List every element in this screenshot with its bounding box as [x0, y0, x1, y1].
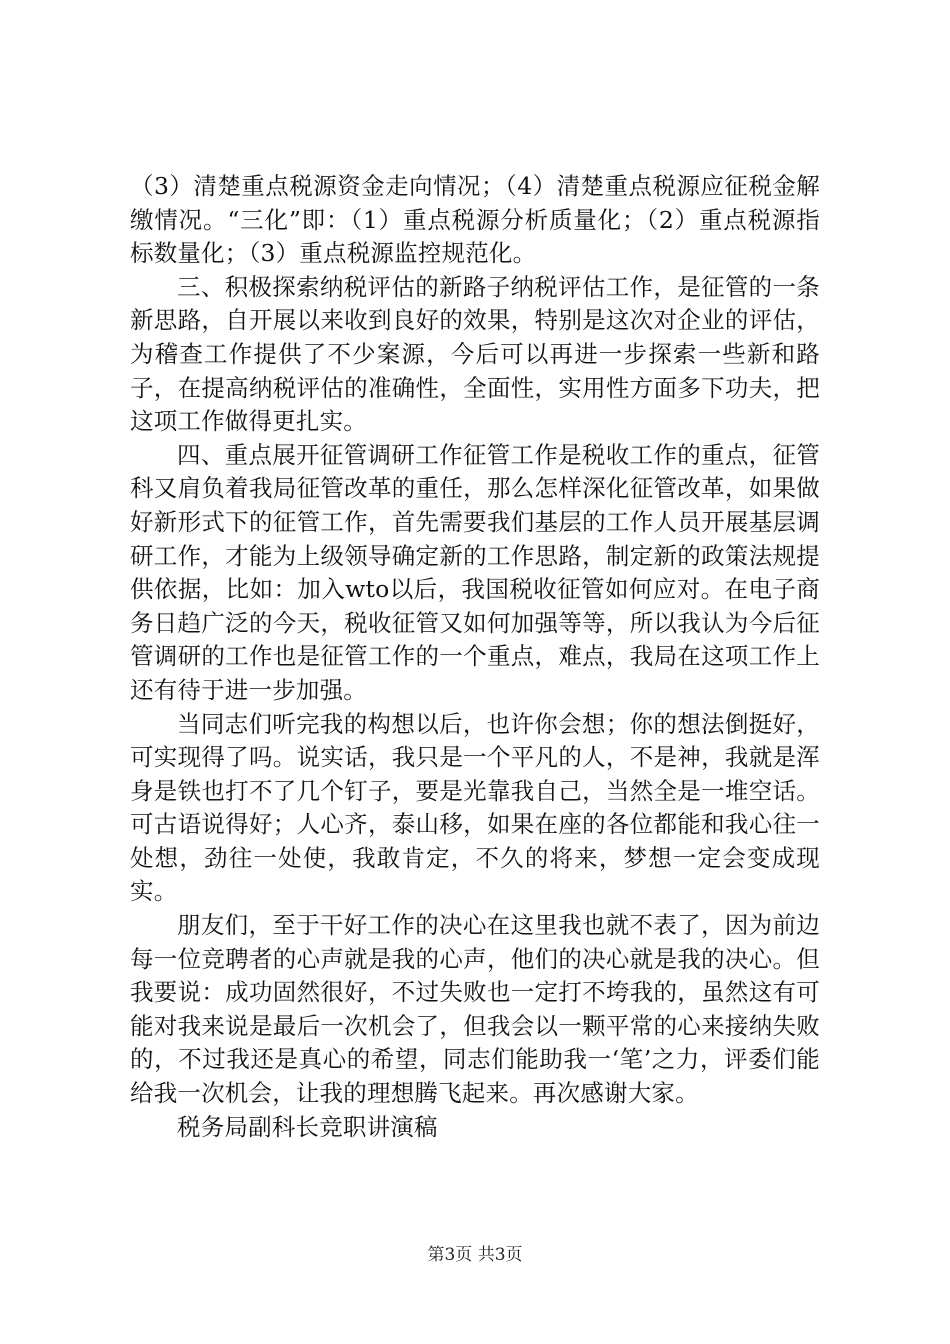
paragraph-3: 四、重点展开征管调研工作征管工作是税收工作的重点，征管科又肩负着我局征管改革的重任，那么怎样深化征管改革，如果做好新形式下的征管工作，首先需要我们基层的工作人员开展基层调研工作，才能为上级领导确定新的工作思路，制定新的政策法规提供依据，比如：加入wto以后，我国税收征管如何应对。在电子商务日趋广泛的今天，税收征管又如何加强等等，所以我认为今后征管调研的工作也是征管工作的一个重点，难点，我局在这项工作上还有待于进一步加强。 [130, 440, 820, 704]
paragraph-4: 当同志们听完我的构想以后，也许你会想；你的想法倒挺好，可实现得了吗。说实话，我只是一个平凡的人，不是神，我就是浑身是铁也打不了几个钉子，要是光靠我自己，当然全是一堆空话。可古语说得好；人心齐，泰山移，如果在座的各位都能和我心往一处想，劲往一处使，我敢肯定，不久的将来，梦想一定会变成现实。 [130, 709, 820, 906]
document-body [130, 170, 820, 1144]
paragraph-2: 三、积极探索纳税评估的新路子纳税评估工作，是征管的一条新思路，自开展以来收到良好的效果，特别是这次对企业的评估，为稽查工作提供了不少案源，今后可以再进一步探索一些新和路子，在提高纳税评估的准确性，全面性，实用性方面多下功夫，把这项工作做得更扎实。 [130, 272, 820, 436]
document-title-line: 税务局副科长竞职讲演稿 [177, 1112, 438, 1141]
page-number-footer: 第3页 共3页 [427, 1245, 523, 1265]
paragraph-1: （3）清楚重点税源资金走向情况；（4）清楚重点税源应征税金解缴情况。“三化”即：（1）重点税源分析质量化；（2）重点税源指标数量化；（3）重点税源监控规范化。 [130, 172, 820, 268]
paragraph-5: 朋友们，至于干好工作的决心在这里我也就不表了，因为前边每一位竞聘者的心声就是我的心声，他们的决心就是我的决心。但我要说：成功固然很好，不过失败也一定打不垮我的，虽然这有可能对我来说是最后一次机会了，但我会以一颗平常的心来接纳失败的，不过我还是真心的希望，同志们能助我一‘笔’之力，评委们能给我一次机会，让我的理想腾飞起来。再次感谢大家。 [130, 911, 820, 1108]
